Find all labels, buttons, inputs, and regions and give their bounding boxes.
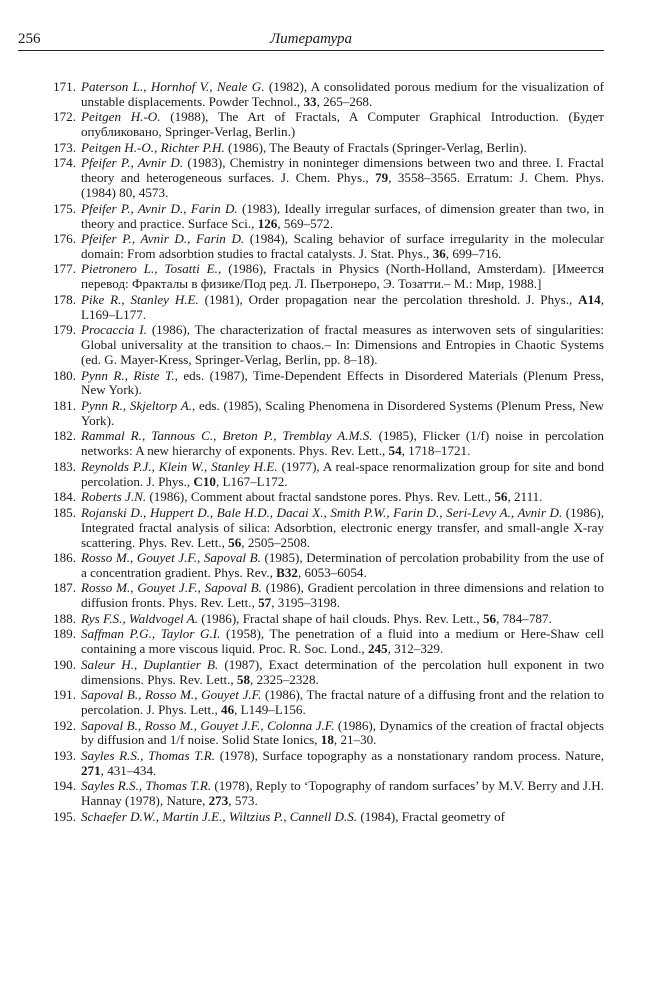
reference-authors: Rammal R., Tannous C., Breton P., Tremblay A.M.S. (81, 428, 373, 444)
reference-authors: Schaefer D.W., Martin J.E., Wiltzius P., Cannell D.S. (81, 808, 358, 824)
reference-volume: 56 (482, 610, 497, 626)
reference-authors: Sayles R.S., Thomas T.R. (81, 747, 216, 763)
reference-authors: Pfeifer P., Avnir D. (81, 155, 184, 171)
reference-number: 183. (53, 458, 76, 474)
reference-volume: 56 (228, 534, 242, 550)
reference-item (18, 262, 604, 292)
reference-item (18, 141, 604, 156)
reference-text (81, 156, 604, 201)
reference-item (18, 293, 604, 323)
reference-pages: , 312–329. (387, 641, 444, 657)
reference-details: (1982), A consolidated porous medium for the visualization of unstable displacements. Powder Technol., (81, 79, 605, 109)
reference-pages: , 21–30. (333, 732, 377, 748)
reference-number: 171. (53, 79, 76, 94)
reference-volume: 58 (236, 671, 251, 687)
reference-text (81, 460, 604, 490)
reference-details: (1978), Reply to ‘Topography of random surfaces’ by M.V. Berry and J.H. Hannay (1978), Nature, (81, 778, 605, 809)
reference-details: , eds. (1987), Time-Dependent Effects in Disordered Materials (Plenum Press, New York). (81, 367, 604, 398)
reference-item (18, 429, 604, 459)
reference-details: (1984), Fractal geometry of (357, 808, 506, 824)
reference-details: (1986), The fractal nature of a diffusing front and the relation to percolation. J. Phys. Lett., (81, 687, 605, 718)
reference-details: (1978), Surface topography as a nonstationary random process. Nature, (215, 747, 605, 763)
reference-volume: 56 (494, 489, 508, 505)
reference-number: 181. (53, 397, 76, 413)
reference-pages: , L149–L156. (234, 702, 306, 718)
reference-item (18, 506, 604, 551)
reference-authors: Paterson L., Hornhof V., Neale G. (81, 79, 265, 94)
reference-item (18, 779, 604, 809)
reference-item (18, 156, 604, 201)
reference-volume: 54 (388, 443, 402, 459)
reference-text (81, 581, 604, 611)
reference-text (81, 293, 604, 323)
reference-details: (1977), A real-space renormalization group for site and bond percolation. J. Phys., (81, 458, 604, 489)
reference-item (18, 460, 604, 490)
reference-details: (1985), Determination of percolation probability from the use of a concentration gradient. Phys. Rev., (81, 550, 605, 580)
reference-text (81, 749, 604, 779)
reference-item (18, 399, 604, 429)
reference-pages: , 784–787. (496, 610, 552, 626)
reference-authors: Saleur H., Duplantier B. (81, 656, 219, 672)
reference-authors: Sapoval B., Rosso M., Gouyet J.F. (81, 687, 262, 703)
reference-pages: , 2505–2508. (241, 534, 311, 550)
reference-details: (1984), Scaling behavior of surface irregularity in the molecular domain: From adsorbtion studies to fractal catalysts. J. Stat. Phys., (81, 231, 604, 261)
reference-details: (1988), The Art of Fractals, A Computer Graphical Introduction. (Будет опубликовано, Springer-Verlag, Berlin.) (81, 109, 604, 140)
reference-text (81, 658, 604, 688)
reference-details: (1986), The Beauty of Fractals (Springer-Verlag, Berlin). (224, 139, 527, 155)
reference-item (18, 749, 604, 779)
reference-number: 177. (53, 261, 76, 277)
reference-number: 186. (53, 550, 76, 565)
reference-item (18, 810, 604, 825)
reference-text (81, 490, 604, 505)
reference-authors: Pike R., Stanley H.E. (81, 291, 199, 307)
reference-volume: 18 (320, 732, 334, 748)
reference-item (18, 232, 604, 262)
reference-text (81, 399, 604, 429)
reference-text (81, 323, 604, 368)
reference-number: 172. (53, 109, 76, 125)
reference-item (18, 110, 604, 140)
reference-details: (1983), Chemistry in noninteger dimensions between two and three. I. Fractal theory and heterogeneous surfaces. J. Chem. Phys., (81, 155, 604, 186)
reference-volume: 46 (221, 702, 235, 718)
reference-details: (1986), The characterization of fractal measures as interwoven sets of singularities: Global universality at the transition to chaos.– In: Dimensions and Entropies in Chaotic Systems (ed. G. Mayer-Kress, Springer-Verlag, Berlin, pp. 8–18). (81, 322, 604, 368)
reference-pages: , L169–L177. (81, 291, 604, 322)
reference-text (81, 506, 604, 551)
reference-authors: Rojanski D., Huppert D., Bale H.D., Dacai X., Smith P.W., Farin D., Seri-Levy A., Avnir D. (81, 504, 563, 520)
reference-pages: , 2111. (507, 489, 543, 505)
reference-authors: Pfeifer P., Avnir D., Farin D. (81, 231, 245, 247)
reference-item (18, 688, 604, 718)
reference-pages: , 6053–6054. (297, 564, 367, 580)
reference-number: 192. (53, 717, 76, 733)
reference-number: 179. (53, 322, 76, 338)
reference-number: 191. (53, 687, 76, 703)
reference-item (18, 551, 604, 581)
reference-item (18, 323, 604, 368)
reference-volume: B32 (276, 564, 298, 580)
reference-text (81, 779, 604, 809)
reference-volume: 273 (208, 793, 229, 809)
page-header (18, 28, 604, 51)
reference-text (81, 810, 604, 825)
reference-number: 175. (53, 200, 76, 216)
reference-authors: Peitgen H.-O., Richter P.H. (81, 139, 225, 155)
reference-authors: Pynn R., Skjeltorp A. (81, 397, 192, 413)
reference-number: 173. (53, 139, 76, 155)
reference-number: 174. (53, 155, 76, 171)
reference-item (18, 658, 604, 688)
reference-text (81, 429, 604, 459)
reference-pages: , 573. (228, 793, 258, 809)
reference-item (18, 202, 604, 232)
reference-text (81, 369, 604, 399)
reference-volume: C10 (193, 473, 216, 489)
reference-authors: Pfeifer P., Avnir D., Farin D. (81, 200, 238, 216)
reference-number: 188. (53, 610, 76, 626)
reference-item (18, 627, 604, 657)
reference-number: 187. (53, 580, 76, 596)
reference-authors: Sapoval B., Rosso M., Gouyet J.F., Colonna J.F. (81, 717, 335, 733)
reference-volume: 79 (375, 170, 389, 186)
reference-authors: Roberts J.N. (81, 489, 147, 505)
reference-volume: 36 (432, 245, 446, 261)
reference-details: (1981), Order propagation near the percolation threshold. J. Phys., (198, 291, 579, 307)
reference-text (81, 141, 604, 156)
reference-pages: , 3558–3565. Erratum: J. Chem. Phys. (1984) 80, 4573. (81, 170, 605, 201)
reference-text (81, 627, 604, 657)
reference-authors: Peitgen H.-O. (81, 109, 161, 125)
reference-authors: Rys F.S., Waldvogel A. (81, 610, 198, 626)
reference-number: 194. (53, 778, 76, 794)
reference-authors: Pynn R., Riste T. (81, 367, 175, 383)
reference-authors: Reynolds P.J., Klein W., Stanley H.E. (81, 458, 278, 474)
reference-pages: , L167–L172. (215, 473, 288, 489)
reference-pages: , 1718–1721. (401, 443, 471, 459)
reference-text (81, 612, 604, 627)
reference-pages: , 569–572. (277, 215, 333, 231)
reference-number: 189. (53, 626, 76, 642)
reference-item (18, 719, 604, 749)
reference-pages: , 265–268. (316, 93, 373, 109)
reference-volume: 126 (257, 215, 278, 231)
reference-number: 180. (53, 367, 76, 383)
reference-pages: , 431–434. (100, 762, 157, 778)
reference-details: (1983), Ideally irregular surfaces, of dimension greater than two, in theory and practice. Surface Sci., (81, 200, 604, 231)
page-number: 256 (18, 31, 41, 47)
reference-volume: 57 (258, 595, 272, 611)
reference-authors: Pietronero L., Tosatti E. (81, 261, 218, 277)
reference-authors: Sayles R.S., Thomas T.R. (81, 778, 212, 794)
reference-text (81, 551, 604, 581)
reference-text (81, 80, 604, 110)
reference-authors: Rosso M., Gouyet J.F., Sapoval B. (81, 580, 262, 596)
reference-details: (1985), Flicker (1/f) noise in percolation networks: A new hierarchy of exponents. Phys. Rev. Lett., (81, 428, 604, 459)
reference-volume: 33 (303, 93, 317, 109)
running-title: Литература (269, 31, 353, 47)
reference-authors: Saffman P.G., Taylor G.I. (81, 626, 221, 642)
reference-pages: , 3195–3198. (271, 595, 340, 611)
reference-text (81, 719, 604, 749)
reference-number: 193. (53, 747, 76, 763)
reference-volume: A14 (578, 291, 601, 307)
reference-authors: Rosso M., Gouyet J.F., Sapoval B. (81, 550, 261, 565)
reference-number: 190. (53, 656, 76, 672)
reference-text (81, 110, 604, 140)
reference-volume: 271 (81, 762, 101, 778)
reference-number: 185. (53, 504, 76, 520)
reference-pages: , 2325–2328. (250, 671, 319, 687)
reference-number: 184. (53, 489, 76, 505)
reference-authors: Procaccia I. (81, 322, 147, 338)
reference-details: (1986), Gradient percolation in three dimensions and relation to diffusion fronts. Phys. Rev. Lett., (81, 580, 604, 611)
reference-item (18, 581, 604, 611)
reference-text (81, 688, 604, 718)
reference-details: (1987), Exact determination of the percolation hull exponent in two dimensions. Phys. Rev. Lett., (81, 656, 604, 687)
reference-volume: 245 (367, 641, 388, 657)
reference-details: (1986), Dynamics of the creation of fractal objects by diffusion and 1/f noise. Solid State Ionics, (81, 717, 604, 748)
reference-number: 176. (53, 231, 76, 247)
reference-details: (1986), Integrated fractal analysis of silica: Adsorbtion, electronic energy transfer, and small-angle X-ray scattering. Phys. Rev. Lett., (81, 504, 604, 550)
reference-item (18, 490, 604, 505)
reference-details: (1986), Comment about fractal sandstone pores. Phys. Rev. Lett., (146, 489, 495, 505)
reference-details: (1958), The penetration of a fluid into a medium or Here-Shaw cell containing a more viscous liquid. Proc. R. Soc. Lond., (81, 626, 604, 657)
reference-pages: , 699–716. (445, 245, 502, 261)
reference-item (18, 80, 604, 110)
reference-number: 178. (53, 291, 76, 307)
reference-number: 182. (53, 428, 76, 444)
reference-text (81, 262, 604, 292)
reference-item (18, 369, 604, 399)
reference-number: 195. (53, 808, 76, 824)
reference-details: (1986), Fractal shape of hail clouds. Phys. Rev. Lett., (198, 610, 483, 626)
reference-details: , eds. (1985), Scaling Phenomena in Disordered Systems (Plenum Press, New York). (81, 397, 605, 428)
reference-list (18, 80, 604, 825)
reference-text (81, 232, 604, 262)
reference-details: , (1986), Fractals in Physics (North-Holland, Amsterdam). [Имеется перевод: Фракталы в физике/Под ред. Л. Пьетронеро, Э. Тозатти.– М.: Мир, 1988.] (81, 261, 604, 292)
reference-text (81, 202, 604, 232)
reference-item (18, 612, 604, 627)
